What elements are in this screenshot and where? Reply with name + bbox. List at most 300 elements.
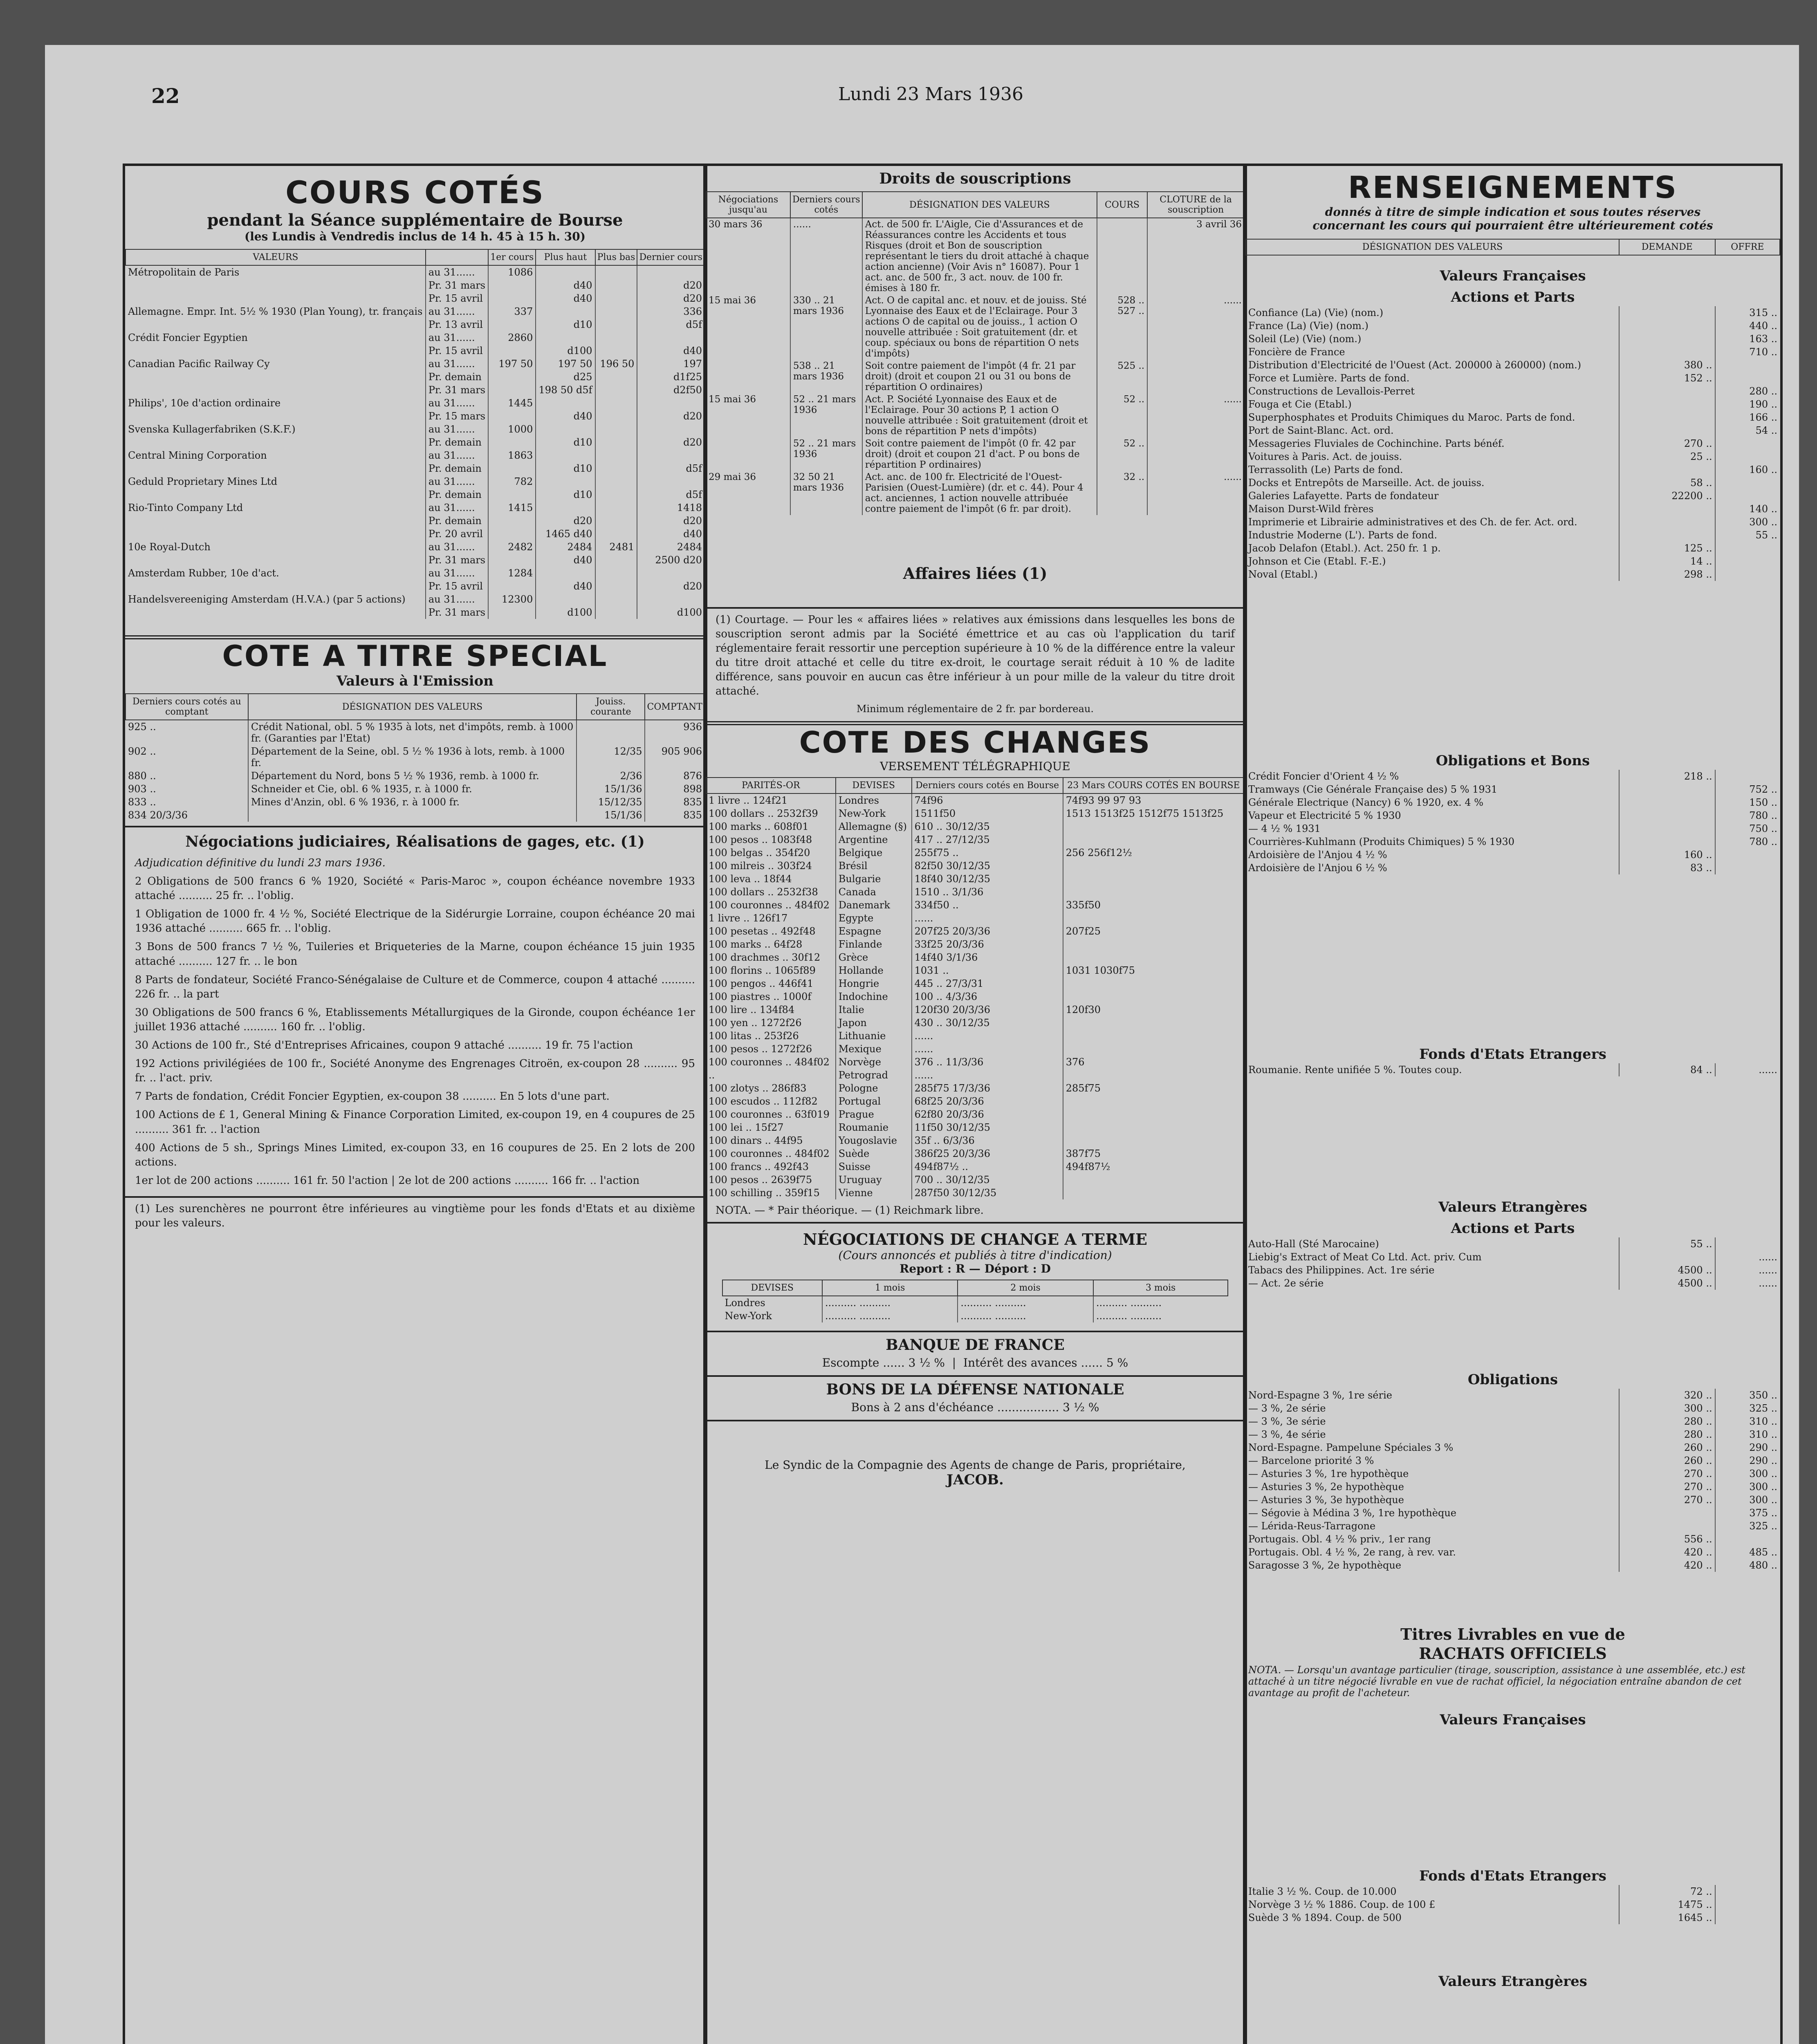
table-cell: [126, 436, 426, 449]
negociation-item: 2 Obligations de 500 francs 6 % 1920, Société « Paris-Maroc », coupon échéance novembre 1933 attaché .......... 25 fr. .. l'oblig.: [135, 875, 695, 902]
devise-cell: Finlande: [836, 938, 912, 951]
column-header: COMPTANT: [645, 694, 704, 720]
table-cell: [536, 331, 595, 344]
syndic-line: Le Syndic de la Compagnie des Agents de change de Paris, propriétaire,: [765, 1458, 1186, 1472]
table-cell: [1715, 848, 1780, 861]
cours-cotes-cell: 1513 1513f25 1512f75 1513f25: [1063, 807, 1244, 820]
table-cell: Pr. 20 avril: [426, 527, 488, 540]
table-cell: [488, 292, 536, 305]
devise-cell: Norvège: [836, 1056, 912, 1069]
column-cours-cotes: [123, 164, 707, 2044]
section-heading: [1246, 581, 1780, 770]
table-row: [1246, 1480, 1780, 1493]
table-cell: 300 ..: [1619, 1402, 1715, 1415]
table-cell: Foncière de France: [1248, 346, 1345, 358]
parite-value: 126f17: [753, 912, 788, 924]
column-header: DÉSIGNATION DES VALEURS: [248, 694, 577, 720]
column-header: PARITÉS-OR: [706, 778, 836, 793]
table-cell: [1715, 568, 1780, 581]
table-cell: [126, 344, 426, 357]
dernier-cours-cell: ......: [912, 1042, 1063, 1056]
parite-cell: 100 lei .. 15f27: [709, 1121, 784, 1133]
parite-value: 134f84: [759, 1004, 795, 1015]
table-cell: au 31......: [426, 449, 488, 462]
table-row: [1246, 1467, 1780, 1480]
column-header: DÉSIGNATION DES VALEURS: [1246, 239, 1619, 255]
negociations-list: [125, 874, 705, 1188]
dernier-cours-cell: 74f96: [912, 793, 1063, 807]
dernier-cours-cell: 82f50 30/12/35: [912, 859, 1063, 872]
table-cell: [126, 370, 426, 383]
table-cell: d20: [637, 436, 704, 449]
dernier-cours-cell: 62f80 20/3/36: [912, 1108, 1063, 1121]
table-row: [706, 912, 1244, 925]
table-cell: au 31......: [426, 475, 488, 488]
negociations-footnote: (1) Les surenchères ne pourront être inférieures au vingtième pour les fonds d'Etats et au dixième pour les valeurs.: [135, 1202, 695, 1229]
parite-cell: 100 francs .. 492f43: [709, 1161, 809, 1172]
dernier-cours-cell: 285f75 17/3/36: [912, 1082, 1063, 1095]
column-header: 1 mois: [822, 1280, 958, 1296]
parite-unit: 100 belgas: [709, 847, 763, 858]
table-row: [706, 885, 1244, 899]
droits-table: [706, 191, 1245, 515]
table-cell: [1147, 437, 1244, 471]
table-cell: [1619, 822, 1715, 835]
table-cell: 710 ..: [1715, 345, 1780, 359]
table-cell: d20: [637, 410, 704, 423]
table-cell: 337: [488, 305, 536, 318]
parite-cell: 100 leva .. 18f44: [709, 873, 792, 885]
table-cell: Terrassolith (Le) Parts de fond.: [1248, 464, 1403, 475]
table-row: [126, 344, 704, 357]
devise-cell: Canada: [836, 885, 912, 899]
table-cell: au 31......: [426, 423, 488, 436]
table-row: [706, 1173, 1244, 1186]
table-cell: d20: [637, 514, 704, 527]
table-cell: d10: [536, 462, 595, 475]
table-cell: Pr. 13 avril: [426, 318, 488, 331]
table-cell: d10: [536, 436, 595, 449]
parite-unit: 100 couronnes: [709, 899, 783, 911]
table-row: [706, 437, 1244, 471]
table-cell: 538 .. 21 mars 1936: [790, 360, 862, 393]
table-row: [706, 990, 1244, 1003]
parite-value: 112f82: [783, 1095, 818, 1107]
cours-cotes-hours: (les Lundis à Vendredis inclus de 14 h. 45 à 15 h. 30): [244, 230, 586, 243]
table-cell: 55 ..: [1715, 529, 1780, 542]
section-heading: [1246, 874, 1780, 1063]
table-cell: [637, 423, 704, 436]
table-cell: 902 ..: [128, 746, 156, 757]
table-cell: [1715, 489, 1780, 502]
table-cell: [1619, 319, 1715, 332]
table-cell: [488, 383, 536, 397]
parite-value: 44f95: [774, 1134, 803, 1146]
table-row: [126, 423, 704, 436]
table-row: [1246, 411, 1780, 424]
cours-cotes-cell: [1063, 1173, 1244, 1186]
table-cell: 166 ..: [1715, 411, 1780, 424]
table-cell: [595, 305, 637, 318]
table-cell: ......: [1147, 393, 1244, 437]
parite-unit: 100 florins: [709, 964, 762, 976]
table-row: [1246, 1277, 1780, 1290]
page-header: [151, 84, 1768, 121]
table-cell: 1000: [488, 423, 536, 436]
table-cell: Confiance (La) (Vie) (nom.): [1248, 307, 1384, 318]
table-cell: [1715, 437, 1780, 450]
dernier-cours-cell: 334f50 ..: [912, 899, 1063, 912]
table-cell: [1619, 332, 1715, 345]
table-cell: — 3 %, 3e série: [1248, 1416, 1326, 1427]
table-row: [126, 554, 704, 567]
table-cell: [536, 305, 595, 318]
parite-cell: 100 lire .. 134f84: [709, 1004, 795, 1015]
devise-cell: New-York: [836, 807, 912, 820]
column-header: COURS: [1097, 192, 1147, 218]
titre-special-table: [125, 693, 705, 822]
parite-value: 30f12: [792, 951, 821, 963]
table-cell: Suède 3 % 1894. Coup. de 500: [1248, 1912, 1402, 1923]
parite-value: 286f83: [772, 1082, 807, 1094]
dernier-cours-cell: 255f75 ..: [912, 846, 1063, 859]
dernier-cours-cell: 18f40 30/12/35: [912, 872, 1063, 885]
table-cell: [1715, 555, 1780, 568]
table-cell: d40: [536, 279, 595, 292]
table-cell: Pr. 15 avril: [426, 292, 488, 305]
dernier-cours-cell: 100 .. 4/3/36: [912, 990, 1063, 1003]
table-cell: [1619, 515, 1715, 529]
cours-cotes-subtitle: pendant la Séance supplémentaire de Bourse: [207, 211, 623, 230]
table-cell: Générale Electrique (Nancy) 6 % 1920, ex. 4 %: [1248, 797, 1484, 808]
table-cell: 197 50: [536, 357, 595, 370]
table-row: [706, 294, 1244, 360]
parite-value: 492f48: [781, 925, 816, 937]
table-cell: 270 ..: [1619, 437, 1715, 450]
column-header: Derniers cours cotés en Bourse: [912, 778, 1063, 793]
table-cell: 196 50: [595, 357, 637, 370]
table-cell: Docks et Entrepôts de Marseille. Act. de jouiss.: [1248, 477, 1485, 489]
table-cell: Pr. demain: [426, 462, 488, 475]
escompte-value: 3 ½ %: [908, 1356, 945, 1369]
table-row: [706, 1108, 1244, 1121]
section-title: Actions et Parts: [1451, 1220, 1575, 1237]
table-cell: [1715, 542, 1780, 555]
dernier-cours-cell: 1031 ..: [912, 964, 1063, 977]
negociation-item: 100 Actions de £ 1, General Mining & Finance Corporation Limited, ex-coupon 19, en 4 coupures de 25 .......... 361 fr. .. l'action: [135, 1109, 695, 1136]
table-cell: Saragosse 3 %, 2e hypothèque: [1248, 1560, 1402, 1571]
parite-unit: 100 couronnes: [709, 1056, 783, 1068]
table-cell: 880 ..: [128, 770, 156, 782]
table-cell: 197: [637, 357, 704, 370]
table-cell: Pr. 15 mars: [426, 410, 488, 423]
changes-subtitle: VERSEMENT TÉLÉGRAPHIQUE: [880, 759, 1070, 773]
devise-cell: Espagne: [836, 925, 912, 938]
parite-cell: 100 yen .. 1272f26: [709, 1017, 802, 1029]
table-cell: Ardoisière de l'Anjou 4 ½ %: [1248, 849, 1387, 861]
table-cell: [595, 462, 637, 475]
table-row: [126, 580, 704, 593]
parite-cell: 100 belgas .. 354f20: [709, 847, 810, 858]
table-cell: 150 ..: [1715, 796, 1780, 809]
table-cell: — 3 %, 2e série: [1248, 1403, 1326, 1414]
table-row: [126, 449, 704, 462]
table-row: [1246, 515, 1780, 529]
parite-unit: 100 milreis: [709, 860, 765, 872]
column-header: CLOTURE de la souscription: [1147, 192, 1244, 218]
empty-cell: .......... ..........: [1093, 1296, 1228, 1309]
table-cell: 330 .. 21 mars 1936: [790, 294, 862, 360]
table-row: [1246, 398, 1780, 411]
table-cell: 163 ..: [1715, 332, 1780, 345]
table-cell: [637, 449, 704, 462]
devise-cell: Egypte: [836, 912, 912, 925]
table-cell: [488, 488, 536, 501]
table-cell: [637, 475, 704, 488]
table-row: [1246, 450, 1780, 463]
section-title: RACHATS OFFICIELS: [1419, 1644, 1607, 1663]
section-heading: [1246, 1699, 1780, 1729]
table-cell: 260 ..: [1619, 1454, 1715, 1467]
cours-cotes-cell: [1063, 1029, 1244, 1042]
table-row: [706, 1029, 1244, 1042]
devise-cell: Indochine: [836, 990, 912, 1003]
table-row: [706, 1095, 1244, 1108]
table-cell: [536, 423, 595, 436]
devise-cell: Mexique: [836, 1042, 912, 1056]
cours-cotes-cell: [1063, 859, 1244, 872]
dernier-cours-cell: 287f50 30/12/35: [912, 1186, 1063, 1199]
table-row: [722, 1309, 1228, 1322]
table-cell: Crédit Foncier d'Orient 4 ½ %: [1248, 771, 1399, 782]
table-cell: [488, 514, 536, 527]
table-cell: 1475 ..: [1619, 1898, 1715, 1911]
table-cell: 310 ..: [1715, 1415, 1780, 1428]
cours-cotes-cell: [1063, 1186, 1244, 1199]
cours-cotes-cell: [1063, 872, 1244, 885]
table-cell: [595, 554, 637, 567]
table-cell: [1715, 1533, 1780, 1546]
table-row: [126, 796, 704, 809]
table-row: [706, 471, 1244, 515]
table-cell: 925 ..: [128, 721, 156, 733]
parite-unit: 100 pesos: [709, 834, 759, 845]
table-cell: [1619, 796, 1715, 809]
table-cell: 315 ..: [1715, 306, 1780, 319]
dernier-cours-cell: 430 .. 30/12/35: [912, 1016, 1063, 1029]
table-cell: [536, 593, 595, 606]
escompte-label: Escompte: [822, 1356, 879, 1369]
table-row: [1246, 319, 1780, 332]
table-cell: au 31......: [426, 593, 488, 606]
table-cell: 1284: [488, 567, 536, 580]
table-cell: 750 ..: [1715, 822, 1780, 835]
devise-cell: Uruguay: [836, 1173, 912, 1186]
table-cell: 300 ..: [1715, 1467, 1780, 1480]
cours-cotes-cell: [1063, 1016, 1244, 1029]
table-row: [126, 462, 704, 475]
dernier-cours-cell: 1511f50: [912, 807, 1063, 820]
parite-cell: ..: [709, 1069, 715, 1081]
table-cell: Tabacs des Philippines. Act. 1re série: [1248, 1264, 1435, 1276]
parite-value: 253f26: [764, 1030, 799, 1042]
table-cell: 15/12/35: [577, 796, 645, 809]
table-cell: Crédit National, obl. 5 % 1935 à lots, net d'impôts, remb. à 1000 fr. (Garanties par l'Etat): [248, 720, 577, 745]
table-cell: 1645 ..: [1619, 1911, 1715, 1924]
table-row: [706, 1069, 1244, 1082]
table-cell: Superphosphates et Produits Chimiques du Maroc. Parts de fond.: [1248, 412, 1575, 423]
table-cell: au 31......: [426, 397, 488, 410]
table-cell: ......: [790, 218, 862, 294]
table-row: [1246, 1533, 1780, 1546]
table-cell: 525 ..: [1097, 360, 1147, 393]
table-cell: [488, 370, 536, 383]
dernier-cours-cell: 68f25 20/3/36: [912, 1095, 1063, 1108]
table-cell: 3 avril 36: [1147, 218, 1244, 294]
table-cell: [126, 606, 426, 619]
table-cell: 320 ..: [1619, 1389, 1715, 1402]
parite-cell: 100 piastres .. 1000f: [709, 991, 812, 1002]
table-cell: 54 ..: [1715, 424, 1780, 437]
renseignements-title: RENSEIGNEMENTS: [1348, 170, 1678, 205]
section-title: Valeurs Françaises: [1440, 1712, 1586, 1728]
section-heading: [1246, 1729, 1780, 1885]
table-cell: 2484: [637, 540, 704, 554]
parite-cell: 1 livre .. 126f17: [709, 912, 788, 924]
table-cell: 280 ..: [1715, 385, 1780, 398]
table-row: [706, 1147, 1244, 1160]
table-cell: Pr. 15 avril: [426, 580, 488, 593]
dernier-cours-cell: 11f50 30/12/35: [912, 1121, 1063, 1134]
cours-cotes-cell: [1063, 912, 1244, 925]
cours-cotes-cell: [1063, 1134, 1244, 1147]
cours-cotes-table: [125, 249, 705, 619]
table-cell: [595, 265, 637, 279]
table-cell: [595, 423, 637, 436]
table-cell: Maison Durst-Wild frères: [1248, 503, 1374, 515]
table-row: [1246, 1063, 1780, 1076]
parite-value: 446f41: [778, 977, 814, 989]
table-row: [1246, 1898, 1780, 1911]
parite-cell: 100 schilling .. 359f15: [709, 1187, 820, 1199]
table-cell: au 31......: [426, 567, 488, 580]
negociation-item: 3 Bons de 500 francs 7 ½ %, Tuileries et Briqueteries de la Marne, coupon échéance 15 juin 1935 attaché .......... 127 fr. .. le bon: [135, 941, 695, 968]
table-cell: [595, 580, 637, 593]
table-cell: 528 .. 527 ..: [1097, 294, 1147, 360]
parite-cell: 100 zlotys .. 286f83: [709, 1082, 807, 1094]
table-cell: [1715, 450, 1780, 463]
table-row: [1246, 1402, 1780, 1415]
table-cell: d40: [536, 410, 595, 423]
renseignements-table: [1245, 239, 1780, 1990]
table-row: [126, 540, 704, 554]
table-cell: [706, 360, 790, 393]
section-heading: [1246, 1216, 1780, 1237]
parite-value: 64f28: [774, 938, 803, 950]
devise-cell: Pologne: [836, 1082, 912, 1095]
table-cell: Soit contre paiement de l'impôt (0 fr. 42 par droit) (droit et coupon 21 d'act. P ou bons de répartition P ordinaires): [862, 437, 1097, 471]
table-cell: Pr. 15 avril: [426, 344, 488, 357]
table-cell: [595, 279, 637, 292]
table-cell: Pr. demain: [426, 488, 488, 501]
table-cell: 310 ..: [1715, 1428, 1780, 1441]
table-cell: [488, 462, 536, 475]
table-cell: Canadian Pacific Railway Cy: [128, 358, 270, 370]
negociations-title: Négociations judiciaires, Réalisations de gages, etc. (1): [185, 833, 645, 850]
table-cell: 30 mars 36: [709, 219, 763, 230]
table-cell: ......: [1715, 1264, 1780, 1277]
negociation-item: 400 Actions de 5 sh., Springs Mines Limited, ex-coupon 33, en 16 coupures de 25. En 2 lots de 200 actions.: [135, 1141, 695, 1168]
table-cell: [1715, 372, 1780, 385]
table-row: [1246, 345, 1780, 359]
parite-value: 1272f26: [760, 1017, 802, 1029]
table-row: [706, 899, 1244, 912]
table-cell: d40: [536, 580, 595, 593]
table-row: [706, 218, 1244, 294]
table-cell: 2860: [488, 331, 536, 344]
table-cell: au 31......: [426, 357, 488, 370]
parite-unit: 100 yen: [709, 1017, 748, 1029]
table-cell: au 31......: [426, 540, 488, 554]
parite-unit: 100 schilling: [709, 1187, 773, 1199]
table-cell: Fouga et Cie (Etabl.): [1248, 399, 1352, 410]
table-row: [706, 1056, 1244, 1069]
table-cell: 32 ..: [1097, 471, 1147, 515]
parite-cell: 100 escudos .. 112f82: [709, 1095, 818, 1107]
table-cell: [1715, 1885, 1780, 1898]
negociation-item: 1er lot de 200 actions .......... 161 fr. 50 l'action | 2e lot de 200 actions .......... 166 fr. .. l'action: [135, 1174, 640, 1187]
table-cell: 52 ..: [1097, 393, 1147, 437]
table-cell: Imprimerie et Librairie administratives et des Ch. de fer. Act. ord.: [1248, 516, 1577, 528]
table-cell: 876: [645, 769, 704, 782]
column-header: 2 mois: [958, 1280, 1093, 1296]
table-cell: [1619, 1251, 1715, 1264]
table-cell: Liebig's Extract of Meat Co Ltd. Act. priv. Cum: [1248, 1251, 1482, 1263]
table-cell: [1715, 861, 1780, 874]
table-cell: [536, 397, 595, 410]
table-row: [126, 331, 704, 344]
table-cell: ......: [1147, 471, 1244, 515]
table-cell: 420 ..: [1619, 1546, 1715, 1559]
table-row: [1246, 568, 1780, 581]
table-cell: d2f50: [637, 383, 704, 397]
table-cell: d5f: [637, 318, 704, 331]
column-changes: [703, 164, 1247, 2044]
table-row: [1246, 861, 1780, 874]
table-cell: [488, 554, 536, 567]
table-row: [126, 809, 704, 822]
table-cell: Nord-Espagne. Pampelune Spéciales 3 %: [1248, 1442, 1454, 1453]
table-cell: [126, 292, 426, 305]
table-cell: [1715, 770, 1780, 783]
cours-cotes-cell: 74f93 99 97 93: [1063, 793, 1244, 807]
table-cell: Amsterdam Rubber, 10e d'act.: [128, 567, 279, 579]
table-cell: 280 ..: [1619, 1428, 1715, 1441]
table-cell: Département du Nord, bons 5 ½ % 1936, remb. à 1000 fr.: [248, 769, 577, 782]
cours-cotes-cell: [1063, 938, 1244, 951]
table-cell: au 31......: [426, 305, 488, 318]
parite-unit: 100 marks: [709, 938, 761, 950]
parite-cell: 1 livre .. 124f21: [709, 794, 788, 806]
table-row: [1246, 306, 1780, 319]
parite-value: 484f02: [794, 1056, 830, 1068]
table-row: [1246, 555, 1780, 568]
table-row: [126, 720, 704, 745]
table-cell: Central Mining Corporation: [128, 450, 267, 461]
column-header: Dernier cours: [637, 249, 704, 265]
table-cell: [1619, 502, 1715, 515]
changes-title: COTE DES CHANGES: [799, 725, 1151, 760]
